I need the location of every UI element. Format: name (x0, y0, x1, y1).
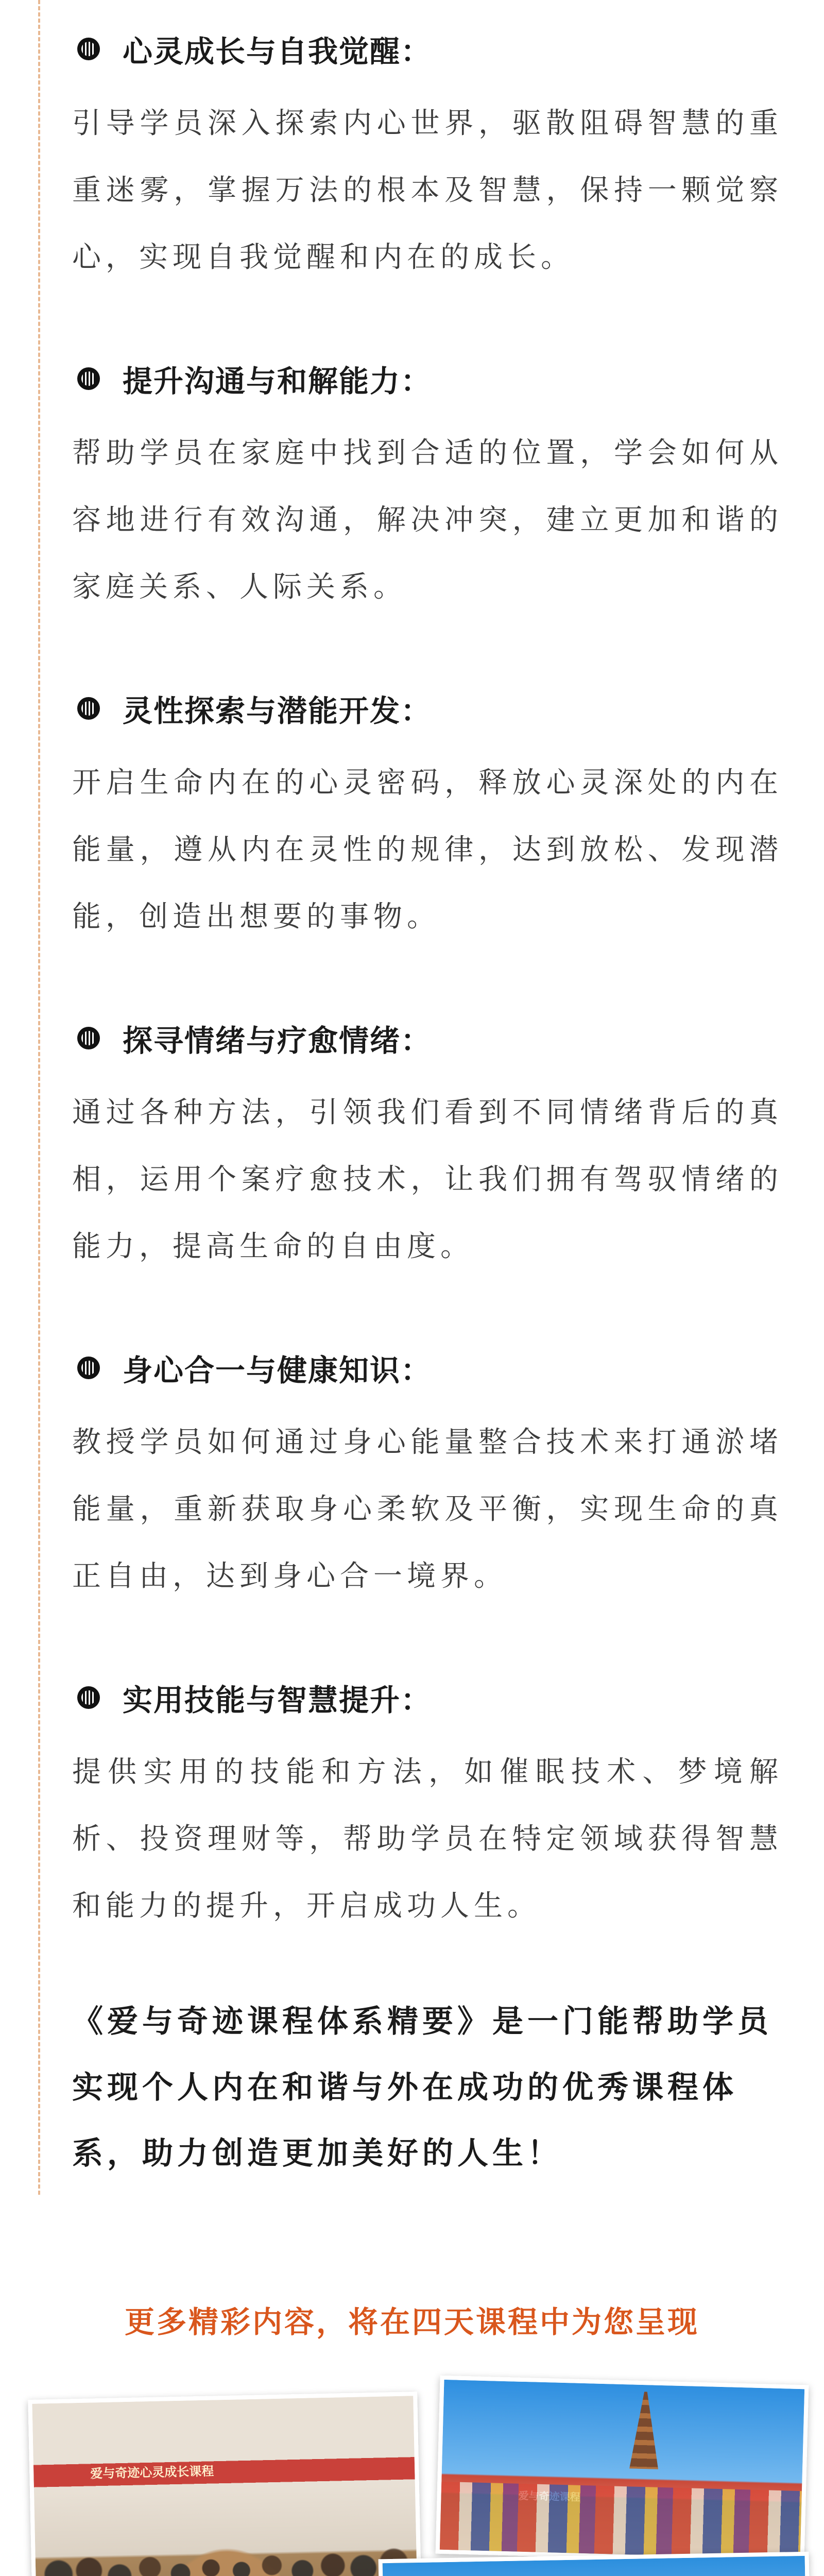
more-content-heading: 更多精彩内容，将在四天课程中为您呈现 (124, 2304, 699, 2340)
feature-title: 身心合一与健康知识： (123, 1353, 432, 1388)
feature-description: 帮助学员在家庭中找到合适的位置，学会如何从容地进行有效沟通，解决冲突，建立更加和谐的家庭关系、人际关系。 (72, 436, 783, 604)
striped-circle-icon (77, 1686, 100, 1709)
feature-heading (72, 1677, 783, 1718)
feature-section (72, 1677, 783, 2007)
feature-title: 探寻情绪与疗愈情绪： (123, 1023, 432, 1058)
feature-heading (72, 28, 783, 70)
striped-circle-icon (77, 38, 100, 60)
group-participants (440, 2482, 802, 2559)
feature-description: 教授学员如何通过身心能量整合技术来打通淤堵能量，重新获取身心柔软及平衡，实现生命的真正自由，达到身心合一境界。 (72, 1426, 783, 1593)
feature-title: 实用技能与智慧提升： (123, 1683, 432, 1718)
striped-circle-icon (77, 1027, 100, 1049)
seated-participants (35, 2521, 419, 2576)
feature-section (72, 1018, 783, 1347)
pagoda-icon (629, 2392, 660, 2469)
course-summary: 《爱与奇迹课程体系精要》是一门能帮助学员实现个人内在和谐与外在成功的优秀课程体系，助力创造更加美好的人生！ (72, 2004, 772, 2172)
feature-section (72, 688, 783, 1018)
feature-section (72, 28, 783, 358)
photo-banner-text: 爱与奇迹心灵成长课程 (90, 2464, 214, 2481)
feature-section (72, 1347, 783, 1677)
temple-gate-photo (379, 2552, 815, 2576)
feature-heading (72, 358, 783, 399)
striped-circle-icon (77, 367, 100, 390)
dashed-divider (38, 0, 40, 2195)
feature-heading (72, 1018, 783, 1059)
striped-circle-icon (77, 697, 100, 720)
course-features (72, 28, 783, 2007)
striped-circle-icon (77, 1357, 100, 1379)
feature-description: 提供实用的技能和方法，如催眠技术、梦境解析、投资理财等，帮助学员在特定领域获得智慧和能力的提升，开启成功人生。 (72, 1755, 783, 1923)
feature-heading (72, 1347, 783, 1388)
feature-description: 开启生命内在的心灵密码，释放心灵深处的内在能量，遵从内在灵性的规律，达到放松、发现潜能，创造出想要的事物。 (72, 766, 783, 934)
classroom-circle-photo (28, 2392, 423, 2576)
feature-title: 心灵成长与自我觉醒： (123, 34, 432, 69)
pagoda-group-photo (436, 2376, 809, 2564)
feature-description: 引导学员深入探索内心世界，驱散阻碍智慧的重重迷雾，掌握万法的根本及智慧，保持一颗觉察心，实现自我觉醒和内在的成长。 (72, 107, 783, 274)
feature-heading (72, 688, 783, 729)
feature-description: 通过各种方法，引领我们看到不同情绪背后的真相，运用个案疗愈技术，让我们拥有驾驭情绪的能力，提高生命的自由度。 (72, 1096, 783, 1263)
feature-title: 提升沟通与和解能力： (123, 364, 432, 399)
feature-section (72, 358, 783, 688)
feature-title: 灵性探索与潜能开发： (123, 693, 432, 728)
